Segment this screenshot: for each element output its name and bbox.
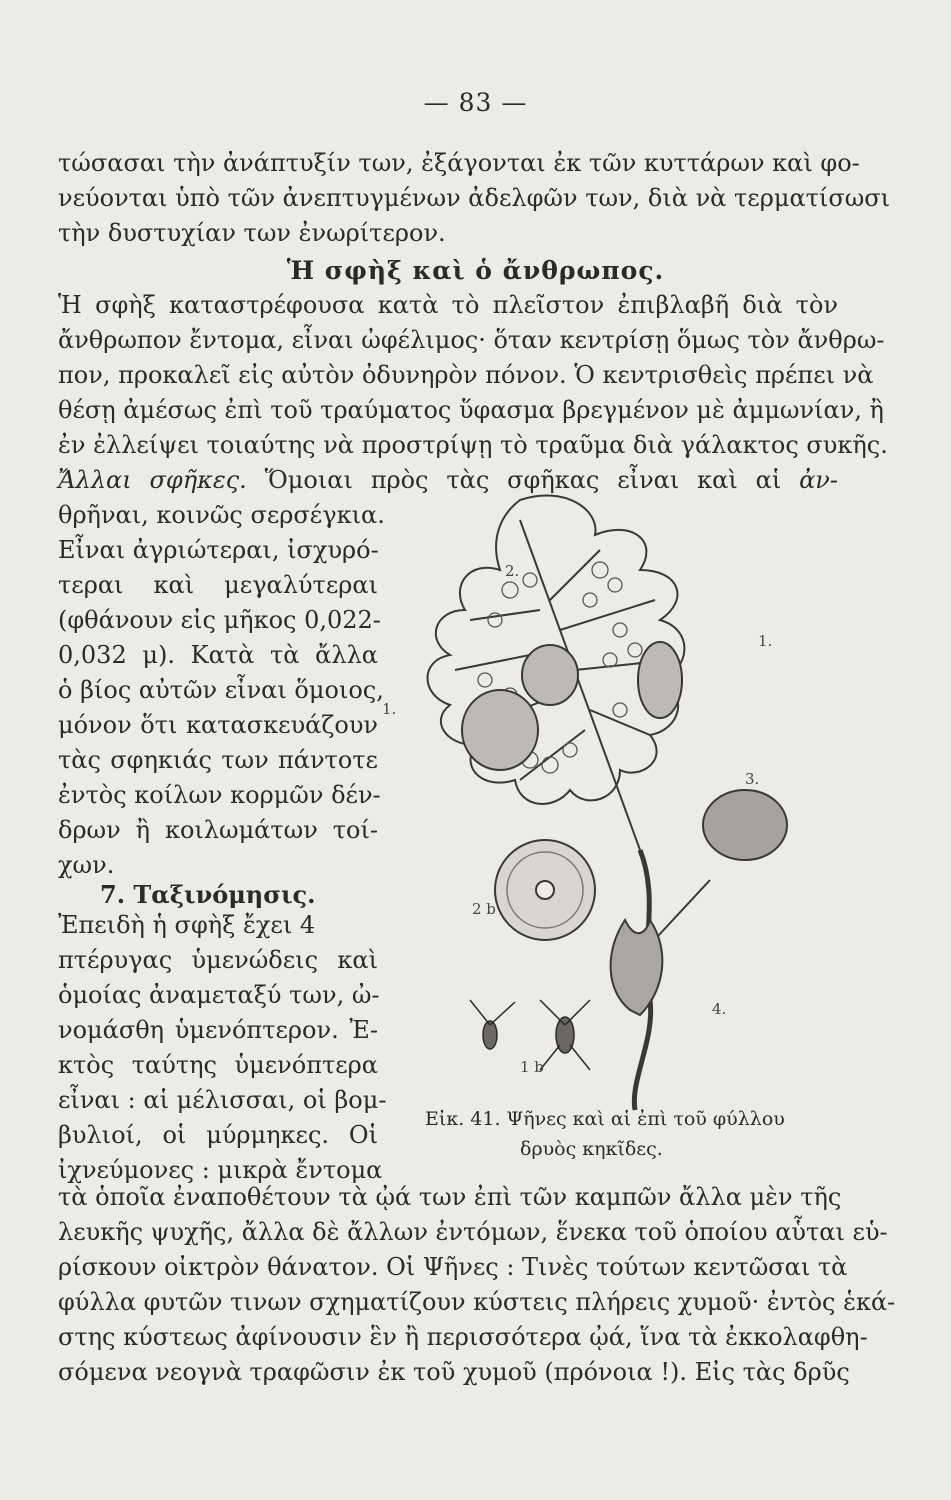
text-line: κτὸς ταύτης ὑμενόπτερα: [58, 1051, 378, 1079]
text-line: θέσῃ ἀμέσως ἐπὶ τοῦ τραύματος ὕφασμα βρεγμένον μὲ ἀμμωνίαν, ἢ: [58, 396, 884, 424]
figure-caption: Εἰκ. 41. Ψῆνες καὶ αἱ ἐπὶ τοῦ φύλλου: [425, 1108, 785, 1130]
text-line: τὰ ὁποῖα ἐναποθέτουν τὰ ᾠά των ἐπὶ τῶν καμπῶν ἄλλα μὲν τῆς: [58, 1183, 842, 1211]
figure-caption-cont: δρυὸς κηκῖδες.: [520, 1138, 663, 1160]
text-line: φύλλα φυτῶν τινων σχηματίζουν κύστεις πλήρεις χυμοῦ· ἐντὸς ἑκά-: [58, 1288, 896, 1316]
text-line: πον, προκαλεῖ εἰς αὐτὸν ὀδυνηρὸν πόνον. Ὁ κεντρισθεὶς πρέπει νὰ: [58, 361, 874, 389]
text-line: τεραι καὶ μεγαλύτεραι: [58, 571, 378, 599]
text-line: βυλιοί, οἱ μύρμηκες. Οἱ: [58, 1121, 378, 1149]
text-line: τὰς σφηκιάς των πάντοτε: [58, 746, 378, 774]
text-line: πτέρυγας ὑμενώδεις καὶ: [58, 946, 378, 974]
text-span: Ὅμοιαι πρὸς τὰς σφῆκας εἶναι καὶ αἱ: [246, 466, 800, 494]
text-line: Ἡ σφὴξ καταστρέφουσα κατὰ τὸ πλεῖστον ἐπιβλαβῆ διὰ τὸν: [58, 291, 838, 319]
oak-gall-illustration: [390, 480, 840, 1120]
text-span-italic: ἀν-: [799, 466, 838, 494]
figure-label: 1 b: [520, 1058, 544, 1076]
text-line: 0,032 μ). Κατὰ τὰ ἄλλα: [58, 641, 378, 669]
text-line: χων.: [58, 851, 115, 879]
figure-label: 3.: [745, 770, 760, 788]
text-line: ἐν ἐλλείψει τοιαύτης νὰ προστρίψῃ τὸ τραῦμα διὰ γάλακτος συκῆς.: [58, 431, 888, 459]
text-line: τὴν δυστυχίαν των ἐνωρίτερον.: [58, 219, 446, 247]
page-number: — 83 —: [423, 88, 528, 117]
subsection-heading: 7. Ταξινόμησις.: [100, 880, 316, 909]
text-line: ρίσκουν οἰκτρὸν θάνατον. Οἱ Ψῆνες : Τινὲς τούτων κεντῶσαι τὰ: [58, 1253, 848, 1281]
text-line: ἰχνεύμονες : μικρὰ ἔντομα: [58, 1156, 383, 1184]
text-line: στης κύστεως ἀφίνουσιν ἓν ἢ περισσότερα ᾠά, ἵνα τὰ ἐκκολαφθη-: [58, 1323, 868, 1351]
text-line: Ἐπειδὴ ἡ σφὴξ ἔχει 4: [58, 911, 316, 939]
text-line: (φθάνουν εἰς μῆκος 0,022-: [58, 606, 381, 634]
text-line: λευκῆς ψυχῆς, ἄλλα δὲ ἄλλων ἐντόμων, ἕνεκα τοῦ ὁποίου αὗται εὑ-: [58, 1218, 888, 1246]
text-line: ἐντὸς κοίλων κορμῶν δέν-: [58, 781, 381, 809]
figure-label: 2.: [505, 562, 520, 580]
text-line: ὁμοίας ἀναμεταξύ των, ὠ-: [58, 981, 380, 1009]
text-line: νομάσθη ὑμενόπτερον. Ἐ-: [58, 1016, 378, 1044]
text-line: Εἶναι ἀγριώτεραι, ἰσχυρό-: [58, 536, 379, 564]
text-line: μόνον ὅτι κατασκευάζουν: [58, 711, 378, 739]
text-line: σόμενα νεογνὰ τραφῶσιν ἐκ τοῦ χυμοῦ (πρόνοια !). Εἰς τὰς δρῦς: [58, 1358, 850, 1386]
figure-label: 2 b: [472, 900, 496, 918]
text-line: νεύονται ὑπὸ τῶν ἀνεπτυγμένων ἀδελφῶν των, διὰ νὰ τερματίσωσι: [58, 184, 891, 212]
subheading-italic: Ἄλλαι σφῆκες.: [58, 466, 247, 494]
figure-label: 1.: [382, 700, 397, 718]
section-heading: Ἡ σφὴξ καὶ ὁ ἄνθρωπος.: [286, 256, 665, 285]
text-line: τώσασαι τὴν ἀνάπτυξίν των, ἐξάγονται ἐκ τῶν κυττάρων καὶ φο-: [58, 149, 860, 177]
text-line: ὁ βίος αὐτῶν εἶναι ὅμοιος,: [58, 676, 384, 704]
figure-label: 1.: [758, 632, 773, 650]
text-line: εἶναι : αἱ μέλισσαι, οἱ βομ-: [58, 1086, 387, 1114]
figure-label: 4.: [712, 1000, 727, 1018]
text-line: θρῆναι, κοινῶς σερσέγκια.: [58, 501, 385, 529]
text-line: δρων ἢ κοιλωμάτων τοί-: [58, 816, 378, 844]
text-line: ἄνθρωπον ἔντομα, εἶναι ὠφέλιμος· ὅταν κεντρίσῃ ὅμως τὸν ἄνθρω-: [58, 326, 885, 354]
